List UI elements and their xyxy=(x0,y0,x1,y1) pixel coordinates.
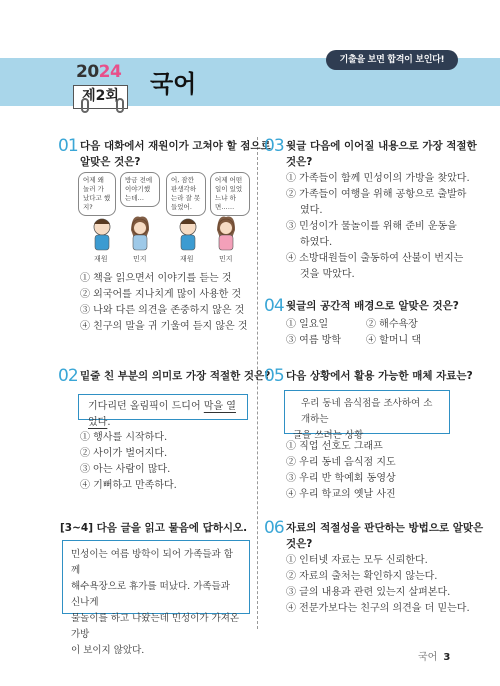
question-1-text-line1: 다음 대화에서 재원이가 고쳐야 할 점으로 xyxy=(80,140,271,152)
question-4-text: 윗글의 공간적 배경으로 알맞은 것은? xyxy=(286,300,459,312)
binder-ring-icon xyxy=(116,98,124,113)
speech-bubble: 어제 왜 놀러 가 났다고 했지? xyxy=(78,172,116,216)
question-6-text-line1: 자료의 적절성을 판단하는 방법으로 알맞은 xyxy=(286,522,484,534)
answer-option[interactable]: ④ 전문가보다는 친구의 의견을 더 믿는다. xyxy=(286,603,470,614)
answer-option[interactable]: ② 자료의 출처는 확인하지 않는다. xyxy=(286,571,438,582)
answer-option[interactable]: ③ 민성이가 물놀이를 위해 준비 운동을 xyxy=(286,221,457,232)
question-number: 03 xyxy=(264,136,284,156)
situation-box xyxy=(284,390,450,441)
answer-option[interactable]: ④ 소방대원들이 출동하여 산불이 번지는 xyxy=(286,253,464,264)
answer-option-cont: 하였다. xyxy=(300,237,333,248)
question-2-text: 밑줄 친 부분의 의미로 가장 적절한 것은? xyxy=(80,370,271,382)
passage-instruction: [3~4] 다음 글을 읽고 물음에 답하시오. xyxy=(60,522,248,534)
passage-line: 물놀이를 하고 나왔는데 민성이가 가져온 가방 xyxy=(71,613,240,640)
answer-option[interactable]: ③ 아는 사람이 많다. xyxy=(80,464,171,475)
answer-option[interactable]: ② 외국어를 지나치게 많이 사용한 것 xyxy=(80,289,242,300)
speech-bubble: 어, 잠깐 판생각하는라 잘 못 들었어. xyxy=(166,172,206,216)
question-1-text-line2: 알맞은 것은? xyxy=(80,156,141,168)
subject-title: 국어 xyxy=(150,70,197,98)
answer-option[interactable]: ② 사이가 벌어지다. xyxy=(80,448,168,459)
question-number: 04 xyxy=(264,296,284,316)
situation-line: 우리 동네 음식점을 조사하여 소개하는 xyxy=(301,398,433,425)
dialogue-illustration xyxy=(78,172,250,264)
question-6-text-line2: 것은? xyxy=(286,538,313,550)
answer-option-cont: 였다. xyxy=(300,205,323,216)
question-number: 02 xyxy=(58,366,78,386)
passage-line: 민성이는 여름 방학이 되어 가족들과 함께 xyxy=(71,549,233,576)
question-5-text: 다음 상황에서 활용 가능한 매체 자료는? xyxy=(286,370,473,382)
question-3-text-line1: 윗글 다음에 이어질 내용으로 가장 적절한 xyxy=(286,140,477,152)
answer-option[interactable]: ① 인터넷 자료는 모두 신뢰한다. xyxy=(286,555,428,566)
passage-box xyxy=(62,540,250,656)
question-3-text-line2: 것은? xyxy=(286,156,313,168)
answer-option[interactable]: ① 가족들이 함께 민성이의 가방을 찾았다. xyxy=(286,173,470,184)
children-drawing xyxy=(78,172,250,264)
example-box xyxy=(78,394,248,428)
answer-option[interactable]: ④ 할머니 댁 xyxy=(366,335,421,346)
example-text-end: . xyxy=(107,417,111,428)
tagline-badge: 기출을 보면 합격이 보인다! xyxy=(326,50,458,70)
answer-option[interactable]: ④ 친구의 말을 귀 기울여 듣지 않은 것 xyxy=(80,321,248,332)
character-name: 재원 xyxy=(94,255,108,263)
question-number: 06 xyxy=(264,518,284,538)
page-number: 3 xyxy=(443,652,451,663)
answer-option[interactable]: ① 행사를 시작하다. xyxy=(80,432,168,443)
situation-line: 글을 쓰려는 상황 xyxy=(293,430,364,441)
speech-bubble: 방금 전에 이야기했는데… xyxy=(120,172,160,207)
passage-line: 해수욕장으로 휴가를 떠났다. 가족들과 신나게 xyxy=(71,581,230,608)
answer-option[interactable]: ③ 여름 방학 xyxy=(286,335,341,346)
year-prefix: 20 xyxy=(76,62,99,82)
character-name: 재원 xyxy=(180,255,194,263)
answer-option[interactable]: ④ 우리 학교의 옛날 사진 xyxy=(286,489,396,500)
answer-option[interactable]: ① 책을 읽으면서 이야기를 듣는 것 xyxy=(80,273,232,284)
answer-option[interactable]: ② 가족들이 여행을 위해 공항으로 출발하 xyxy=(286,189,467,200)
answer-option[interactable]: ③ 나와 다른 의견을 존중하지 않은 것 xyxy=(80,305,245,316)
answer-option[interactable]: ③ 우리 반 학예회 동영상 xyxy=(286,473,396,484)
answer-option[interactable]: ② 해수욕장 xyxy=(366,319,418,330)
year-suffix: 24 xyxy=(98,62,122,82)
answer-option[interactable]: ② 우리 동네 음식점 지도 xyxy=(286,457,396,468)
answer-option[interactable]: ③ 글의 내용과 관련 있는지 살펴본다. xyxy=(286,587,451,598)
speech-bubble: 어제 어떤 일이 있었느냐 하면…… xyxy=(210,172,250,216)
answer-option[interactable]: ④ 기뻐하고 만족하다. xyxy=(80,480,177,491)
question-number: 05 xyxy=(264,366,284,386)
passage-line: 이 보이지 않았다. xyxy=(71,645,145,656)
underlined-phrase: 막을 열었다 xyxy=(88,401,236,428)
answer-option[interactable]: ① 직업 선호도 그래프 xyxy=(286,441,383,452)
footer-subject: 국어 xyxy=(418,652,438,663)
example-text: 기다리던 올림픽이 드디어 xyxy=(88,401,204,412)
question-number: 01 xyxy=(58,136,78,156)
binder-ring-icon xyxy=(81,98,89,113)
answer-option-cont: 것을 막았다. xyxy=(300,269,355,280)
character-name: 민지 xyxy=(133,255,147,263)
character-name: 민지 xyxy=(219,255,233,263)
answer-option[interactable]: ① 일요일 xyxy=(286,319,329,330)
exam-round: 제2회 xyxy=(73,85,128,109)
exam-year xyxy=(76,62,121,82)
page-footer xyxy=(418,648,450,663)
